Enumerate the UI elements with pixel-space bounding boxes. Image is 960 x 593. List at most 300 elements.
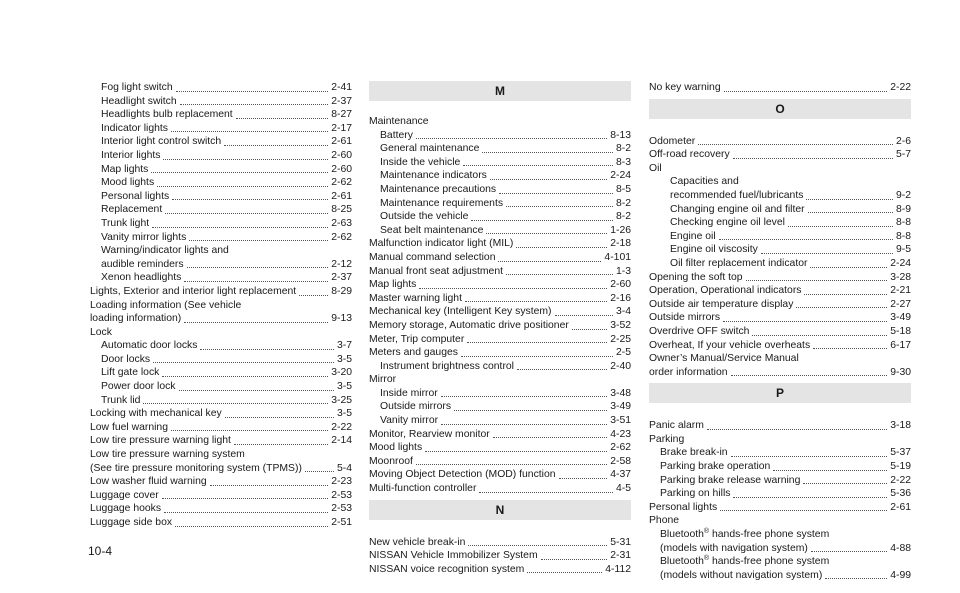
index-entry-page: 2-60 <box>331 149 352 161</box>
index-entry <box>369 224 631 238</box>
index-entry-page: 2-31 <box>610 550 631 562</box>
section-header: O <box>649 99 911 119</box>
dot-leader <box>234 443 328 445</box>
index-entry-text: Headlight switch <box>101 95 177 107</box>
index-entry <box>90 149 352 163</box>
dot-leader <box>299 294 328 296</box>
index-heading-line: Bluetooth® hands-free phone system <box>660 555 830 568</box>
dot-leader <box>143 402 328 404</box>
dot-leader <box>165 212 328 214</box>
index-entry-text: Overdrive OFF switch <box>649 325 750 337</box>
index-entry-text: Inside mirror <box>380 387 438 399</box>
dot-leader <box>153 361 334 363</box>
index-entry-page: 4-101 <box>604 251 631 263</box>
index-entry <box>90 434 352 448</box>
index-entry-text: Luggage hooks <box>90 503 162 515</box>
index-entry-text: Mood lights <box>369 442 423 454</box>
index-entry <box>90 312 352 326</box>
index-entry-page: 2-62 <box>331 231 352 243</box>
index-entry-text: Xenon headlights <box>101 272 182 284</box>
index-entry-text: Outside air temperature display <box>649 298 794 310</box>
index-column-2 <box>369 81 631 576</box>
index-entry <box>90 516 352 530</box>
index-entry <box>369 563 631 577</box>
index-entry-text: Outside mirrors <box>380 401 452 413</box>
dot-leader <box>813 347 887 349</box>
index-entry-text: (See tire pressure monitoring system (TPMS)) <box>90 462 302 474</box>
index-entry <box>369 360 631 374</box>
index-entry-page: 8-13 <box>610 129 631 141</box>
index-entry <box>90 217 352 231</box>
index-entry-page: 2-60 <box>610 279 631 291</box>
index-entry-text: Indicator lights <box>101 122 168 134</box>
index-entry <box>90 190 352 204</box>
index-entry <box>90 339 352 353</box>
index-heading-line: Oil <box>649 162 662 174</box>
index-entry <box>649 243 911 257</box>
dot-leader <box>210 484 329 486</box>
dot-leader <box>419 287 607 289</box>
index-heading-line: Capacities and <box>670 176 739 188</box>
index-entry-text: Vanity mirror lights <box>101 231 187 243</box>
dot-leader <box>471 219 613 221</box>
index-heading-line: Warning/indicator lights and <box>101 245 229 257</box>
index-entry-page: 9-2 <box>895 189 911 201</box>
index-entry-page: 5-36 <box>890 488 911 500</box>
section-header: M <box>369 81 631 101</box>
dot-leader <box>498 260 601 262</box>
index-entry-text: recommended fuel/lubricants <box>670 189 804 201</box>
dot-leader <box>441 423 607 425</box>
dot-leader <box>559 477 608 479</box>
dot-leader <box>499 192 613 194</box>
index-entry <box>649 501 911 515</box>
index-entry-page: 8-25 <box>331 204 352 216</box>
index-entry-page: 1-3 <box>615 265 631 277</box>
index-entry-text: Personal lights <box>101 190 170 202</box>
dot-leader <box>506 205 613 207</box>
index-entry <box>90 353 352 367</box>
index-entry-text: Seat belt maintenance <box>380 224 484 236</box>
dot-leader <box>724 90 888 92</box>
index-entry-page: 3-28 <box>890 271 911 283</box>
index-entry <box>649 298 911 312</box>
index-entry <box>90 407 352 421</box>
index-entry-text: Personal lights <box>649 501 718 513</box>
dot-leader <box>157 185 328 187</box>
index-entry-text: Engine oil viscosity <box>670 244 758 256</box>
dot-leader <box>804 293 887 295</box>
index-entry <box>649 542 911 556</box>
index-entry <box>369 210 631 224</box>
index-entry <box>369 197 631 211</box>
index-entry-page: 8-2 <box>615 197 631 209</box>
index-entry-text: Brake break-in <box>660 447 728 459</box>
index-entry-text: (models with navigation system) <box>660 542 808 554</box>
index-entry <box>649 446 911 460</box>
index-entry <box>369 455 631 469</box>
index-entry <box>649 569 911 583</box>
dot-leader <box>425 450 607 452</box>
index-entry-text: New vehicle break-in <box>369 536 466 548</box>
dot-leader <box>189 239 328 241</box>
index-entry-page: 8-2 <box>615 211 631 223</box>
index-entry-page: 8-2 <box>615 143 631 155</box>
index-entry-page: 4-23 <box>610 428 631 440</box>
index-entry-page: 8-3 <box>615 156 631 168</box>
dot-leader <box>517 368 607 370</box>
index-entry-page: 3-7 <box>336 340 352 352</box>
index-entry-text: order information <box>649 366 728 378</box>
index-entry-page: 2-53 <box>331 503 352 515</box>
index-entry-page: 8-8 <box>895 230 911 242</box>
index-entry-page: 2-14 <box>331 435 352 447</box>
dot-leader <box>806 198 893 200</box>
dot-leader <box>527 571 602 573</box>
index-entry <box>369 251 631 265</box>
index-entry <box>90 95 352 109</box>
index-entry-text: Headlights bulb replacement <box>101 109 233 121</box>
index-entry <box>649 135 911 149</box>
dot-leader <box>746 279 888 281</box>
dot-leader <box>180 103 329 105</box>
index-entry-page: 2-21 <box>890 285 911 297</box>
index-entry-text: Outside the vehicle <box>380 211 469 223</box>
index-entry <box>369 183 631 197</box>
index-entry-text: NISSAN voice recognition system <box>369 563 525 575</box>
index-entry-text: Parking on hills <box>660 488 731 500</box>
dot-leader <box>163 158 328 160</box>
index-entry <box>369 319 631 333</box>
index-entry-page: 3-25 <box>331 394 352 406</box>
index-entry-page: 5-37 <box>890 447 911 459</box>
dot-leader <box>731 374 888 376</box>
index-entry <box>90 475 352 489</box>
dot-leader <box>172 198 328 200</box>
index-entry <box>369 333 631 347</box>
index-entry-page: 6-17 <box>890 339 911 351</box>
index-entry-page: 2-41 <box>331 82 352 93</box>
index-entry <box>90 394 352 408</box>
index-entry-text: Fog light switch <box>101 82 173 93</box>
index-entry-text: Maintenance requirements <box>380 197 504 209</box>
index-column-1 <box>90 81 352 530</box>
index-entry-page: 2-53 <box>331 489 352 501</box>
index-entry-text: Off-road recovery <box>649 149 730 161</box>
index-entry-page: 8-8 <box>895 217 911 229</box>
index-entry-text: Meters and gauges <box>369 347 458 359</box>
index-entry-text: Door locks <box>101 353 151 365</box>
index-entry-page: 3-49 <box>610 401 631 413</box>
dot-leader <box>493 436 608 438</box>
index-entry-text: Manual command selection <box>369 251 496 263</box>
index-entry-text: Oil filter replacement indicator <box>670 257 808 269</box>
page-number: 10-4 <box>88 544 113 558</box>
index-entry-text: audible reminders <box>101 258 184 270</box>
index-entry-text: Outside mirrors <box>649 312 721 324</box>
index-entry-text: Master warning light <box>369 292 462 304</box>
dot-leader <box>187 266 329 268</box>
dot-leader <box>482 151 613 153</box>
dot-leader <box>773 469 887 471</box>
index-entry-page: 3-51 <box>610 415 631 427</box>
index-entry-text: Inside the vehicle <box>380 156 461 168</box>
index-entry <box>369 536 631 550</box>
index-entry-text: Low fuel warning <box>90 421 168 433</box>
index-entry <box>649 257 911 271</box>
dot-leader <box>463 164 613 166</box>
dot-leader <box>416 137 607 139</box>
index-entry <box>369 346 631 360</box>
index-entry-page: 9-13 <box>331 313 352 325</box>
index-entry <box>90 502 352 516</box>
dot-leader <box>162 375 328 377</box>
dot-leader <box>152 226 328 228</box>
dot-leader <box>719 238 893 240</box>
index-entry-page: 3-18 <box>890 420 911 432</box>
index-entry <box>369 237 631 251</box>
index-entry-text: Low washer fluid warning <box>90 476 207 488</box>
index-entry-page: 8-9 <box>895 203 911 215</box>
dot-leader <box>541 558 608 560</box>
index-entry-page: 2-22 <box>890 474 911 486</box>
dot-leader <box>454 409 607 411</box>
index-entry <box>649 325 911 339</box>
index-entry-text: Operation, Operational indicators <box>649 285 802 297</box>
dot-leader <box>176 90 329 92</box>
index-entry <box>649 284 911 298</box>
index-entry <box>90 108 352 122</box>
index-entry-page: 2-12 <box>331 258 352 270</box>
index-entry-page: 2-17 <box>331 122 352 134</box>
dot-leader <box>788 225 893 227</box>
index-entry-text: Moonroof <box>369 455 413 467</box>
dot-leader <box>151 171 328 173</box>
index-entry <box>649 271 911 285</box>
index-entry <box>649 487 911 501</box>
index-entry-page: 3-5 <box>336 353 352 365</box>
index-entry-text: Lift gate lock <box>101 367 160 379</box>
dot-leader <box>224 144 328 146</box>
dot-leader <box>179 389 334 391</box>
index-entry-text: Automatic door locks <box>101 340 198 352</box>
index-entry-page: 2-5 <box>615 347 631 359</box>
index-entry-page: 2-62 <box>610 442 631 454</box>
index-entry-page: 3-52 <box>610 319 631 331</box>
dot-leader <box>162 497 328 499</box>
index-entry-text: Meter, Trip computer <box>369 333 465 345</box>
index-entry-text: Checking engine oil level <box>670 217 785 229</box>
index-entry-page: 9-30 <box>890 366 911 378</box>
index-entry-page: 2-25 <box>610 333 631 345</box>
dot-leader <box>698 143 893 145</box>
index-entry-page: 5-18 <box>890 325 911 337</box>
index-heading-line: Mirror <box>369 374 397 386</box>
index-entry <box>649 460 911 474</box>
index-entry-page: 2-61 <box>890 501 911 513</box>
index-entry-text: Maintenance precautions <box>380 183 497 195</box>
dot-leader <box>467 341 607 343</box>
index-entry <box>649 203 911 217</box>
index-entry-page: 2-58 <box>610 455 631 467</box>
index-entry <box>369 142 631 156</box>
index-entry <box>649 419 911 433</box>
dot-leader <box>506 273 613 275</box>
index-entry-text: Locking with mechanical key <box>90 408 222 420</box>
index-entry-text: Moving Object Detection (MOD) function <box>369 469 556 481</box>
index-entry-page: 2-22 <box>890 82 911 93</box>
index-entry <box>369 305 631 319</box>
index-entry-text: Opening the soft top <box>649 271 743 283</box>
index-heading-line: Low tire pressure warning system <box>90 449 245 461</box>
index-entry-text: Lights, Exterior and interior light replacement <box>90 285 297 297</box>
index-entry-page: 5-7 <box>895 149 911 161</box>
index-entry-page: 8-29 <box>331 285 352 297</box>
index-entry-page: 2-22 <box>331 421 352 433</box>
index-entry <box>90 135 352 149</box>
index-entry-page: 3-48 <box>610 387 631 399</box>
index-entry <box>369 387 631 401</box>
index-entry-text: Battery <box>380 129 413 141</box>
index-entry-page: 3-49 <box>890 312 911 324</box>
index-entry <box>90 489 352 503</box>
index-entry <box>90 258 352 272</box>
index-entry-page: 4-5 <box>615 483 631 495</box>
index-entry <box>649 189 911 203</box>
index-entry <box>369 428 631 442</box>
index-entry-page: 8-5 <box>615 183 631 195</box>
dot-leader <box>490 178 607 180</box>
index-entry-page: 2-16 <box>610 292 631 304</box>
dot-leader <box>184 321 328 323</box>
index-entry-page: 2-6 <box>895 135 911 147</box>
index-entry-text: Mood lights <box>101 177 155 189</box>
index-entry-text: Malfunction indicator light (MIL) <box>369 238 514 250</box>
index-entry-text: Replacement <box>101 204 163 216</box>
dot-leader <box>441 395 607 397</box>
index-entry <box>90 176 352 190</box>
index-entry-page: 2-63 <box>331 217 352 229</box>
index-entry-page: 2-24 <box>890 257 911 269</box>
index-entry-text: Mechanical key (Intelligent Key system) <box>369 306 552 318</box>
index-entry-page: 2-40 <box>610 360 631 372</box>
index-entry-text: Luggage side box <box>90 517 173 528</box>
dot-leader <box>733 157 893 159</box>
index-entry <box>369 265 631 279</box>
index-entry <box>369 482 631 496</box>
index-entry-page: 8-27 <box>331 109 352 121</box>
dot-leader <box>720 509 887 511</box>
index-entry <box>90 462 352 476</box>
index-entry-page: 2-61 <box>331 190 352 202</box>
index-entry-text: Vanity mirror <box>380 415 439 427</box>
index-entry-text: Overheat, If your vehicle overheats <box>649 339 811 351</box>
index-entry-page: 4-99 <box>890 569 911 581</box>
index-entry <box>369 414 631 428</box>
index-heading-line: Bluetooth® hands-free phone system <box>660 528 830 541</box>
index-entry-page: 1-26 <box>610 224 631 236</box>
dot-leader <box>825 577 887 579</box>
index-entry <box>649 339 911 353</box>
index-entry <box>90 380 352 394</box>
index-heading-line: Loading information (See vehicle <box>90 299 242 311</box>
dot-leader <box>164 511 328 513</box>
dot-leader <box>171 130 328 132</box>
index-entry-text: Interior light control switch <box>101 136 222 148</box>
dot-leader <box>225 416 334 418</box>
section-header: N <box>369 500 631 520</box>
dot-leader <box>808 211 893 213</box>
dot-leader <box>516 246 607 248</box>
index-entry <box>649 366 911 380</box>
index-entry <box>369 278 631 292</box>
index-entry <box>369 400 631 414</box>
index-entry-page: 2-27 <box>890 298 911 310</box>
index-entry-page: 3-4 <box>615 306 631 318</box>
index-entry-text: No key warning <box>649 82 721 93</box>
index-heading-line: Parking <box>649 433 685 445</box>
index-entry-text: Trunk lid <box>101 394 141 406</box>
index-entry-page: 2-51 <box>331 517 352 528</box>
index-entry-text: Changing engine oil and filter <box>670 203 805 215</box>
dot-leader <box>752 334 887 336</box>
index-entry-page: 4-88 <box>890 542 911 554</box>
dot-leader <box>555 314 613 316</box>
index-entry <box>369 292 631 306</box>
index-entry-page: 2-24 <box>610 170 631 182</box>
index-entry <box>90 81 352 95</box>
index-entry-page: 2-37 <box>331 272 352 284</box>
dot-leader <box>572 328 607 330</box>
index-column-3 <box>649 81 911 582</box>
index-entry-text: Panic alarm <box>649 420 704 432</box>
index-entry-page: 3-5 <box>336 408 352 420</box>
index-entry <box>90 366 352 380</box>
dot-leader <box>479 491 613 493</box>
index-entry-text: Instrument brightness control <box>380 360 514 372</box>
index-entry <box>649 81 911 95</box>
index-entry-page: 2-61 <box>331 136 352 148</box>
dot-leader <box>761 252 893 254</box>
index-entry <box>90 122 352 136</box>
dot-leader <box>733 496 887 498</box>
index-heading-line: Owner’s Manual/Service Manual <box>649 353 799 365</box>
index-entry <box>90 163 352 177</box>
index-entry-text: Low tire pressure warning light <box>90 435 231 447</box>
index-entry-text: Multi-function controller <box>369 483 477 495</box>
index-entry-text: loading information) <box>90 313 182 325</box>
index-entry-text: Memory storage, Automatic drive positioner <box>369 319 569 331</box>
dot-leader <box>468 544 607 546</box>
index-entry-page: 5-31 <box>610 536 631 548</box>
index-entry-text: Engine oil <box>670 230 716 242</box>
index-entry-page: 4-37 <box>610 469 631 481</box>
index-entry-page: 3-20 <box>331 367 352 379</box>
index-entry <box>90 231 352 245</box>
index-entry-text: Maintenance indicators <box>380 170 487 182</box>
index-entry-text: Interior lights <box>101 149 161 161</box>
index-entry-text: Odometer <box>649 135 696 147</box>
index-entry-page: 2-62 <box>331 177 352 189</box>
index-entry <box>369 441 631 455</box>
index-entry-page: 2-18 <box>610 238 631 250</box>
index-entry <box>369 129 631 143</box>
dot-leader <box>171 429 328 431</box>
index-entry-page: 5-19 <box>890 461 911 473</box>
index-entry-page: 3-5 <box>336 381 352 393</box>
dot-leader <box>175 525 328 527</box>
index-heading-line: Lock <box>90 326 112 338</box>
